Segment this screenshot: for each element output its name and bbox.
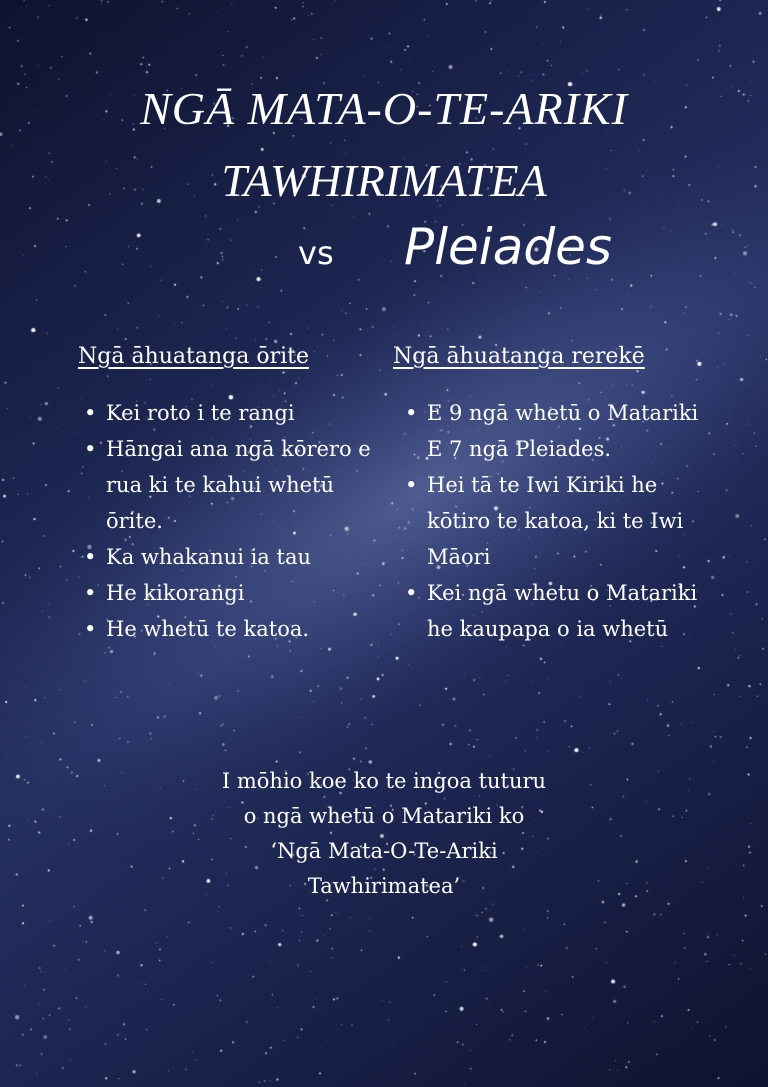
vs-label: vs xyxy=(298,234,334,272)
title-line-1: NGĀ MATA-O-TE-ARIKI xyxy=(140,83,628,134)
list-item: • He kikorangi xyxy=(84,575,374,611)
pleiades-label: Pleiades xyxy=(404,218,612,276)
list-item: • Hei tā te Iwi Kiriki he kōtiro te katoa, ki te Iwi Māori xyxy=(405,467,705,575)
footer-line: I mōhio koe ko te ingoa tuturu xyxy=(221,769,547,793)
footer-line: ‘Ngā Mata-O-Te-Ariki xyxy=(270,839,498,863)
title-line-2: TAWHIRIMATEA xyxy=(221,155,547,206)
footer-note xyxy=(0,764,768,904)
list-item: • Kei roto i te rangi xyxy=(84,395,374,431)
list-item: • He whetū te katoa. xyxy=(84,611,374,647)
differences-list xyxy=(405,395,705,647)
list-item: • Kei ngā whetu o Matariki he kaupapa o ia whetū xyxy=(405,575,705,647)
differences-heading: Ngā āhuatanga rerekē xyxy=(393,344,645,369)
similarities-list xyxy=(84,395,374,647)
list-item: • Hāngai ana ngā kōrero e rua ki te kahui whetū ōrite. xyxy=(84,431,374,539)
similarities-heading: Ngā āhuatanga ōrite xyxy=(78,344,309,369)
footer-line: o ngā whetū o Matariki ko xyxy=(243,804,525,828)
list-item: • E 9 ngā whetū o Matariki E 7 ngā Pleiades. xyxy=(405,395,705,467)
list-item: • Ka whakanui ia tau xyxy=(84,539,374,575)
footer-line: Tawhirimatea’ xyxy=(307,874,461,898)
